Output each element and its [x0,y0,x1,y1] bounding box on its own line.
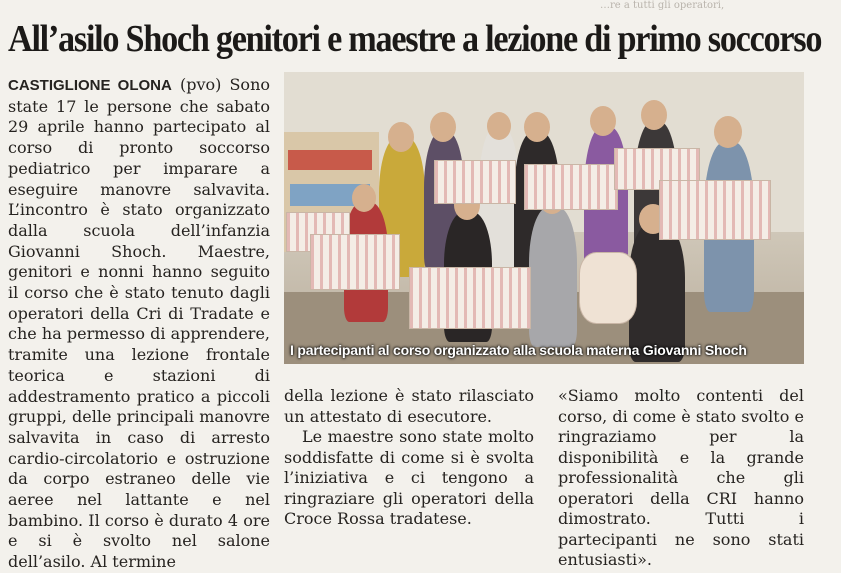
photo-person [529,207,577,347]
photo-caption: I partecipanti al corso organizzato alla scuola materna Giovanni Shoch [290,342,747,358]
photo-head [352,184,376,212]
column-2-paragraph-2: Le maestre sono state molto soddisfatte di come si è svolta l’iniziativa e ci tengono a ringraziare gli operatori della Croce Rossa tradatese. [284,427,534,528]
certificate-board [524,164,618,210]
article-photo [284,72,804,364]
column-3-quote: «Siamo molto contenti del corso, di come è stato svolto e ringraziamo per la disponibilità e la grande professionalità che gli operatori della CRI hanno dimostrato. Tutti i partecipanti ne sono stati entusiasti». [558,386,804,569]
byline: (pvo) [179,75,222,94]
photo-head [524,112,550,142]
photo-head [590,106,616,136]
photo-head [487,112,511,140]
photo-head [388,122,414,152]
photo-head [641,100,667,130]
column-1-paragraph [8,75,270,573]
certificate-board [310,234,400,290]
certificate-board [659,180,771,240]
article-column-1 [8,75,270,573]
bleed-through-text: …re a tutti gli operatori, [600,0,725,11]
photo-shelf-items [288,150,372,170]
certificate-board [409,267,531,329]
column-1-text: Sono state 17 le persone che sabato 29 aprile hanno partecipato al corso di pronto soccorso pediatrico per imparare a eseguire manovre salvavita. L’incontro è stato organizzato dalla scuola dell’infanzia Giovanni Shoch. Maestre, genitori e nonni hanno seguito il corso che è stato tenuto dagli operatori della Cri di Tradate e che ha permesso di apprendere, tramite una lezione frontale teorica e stazioni di addestramento pratico a piccoli gruppi, delle principali manovre salvavita in caso di arresto cardio-circolatorio e ostruzione da corpo estraneo delle vie aeree nel lattante e nel bambino. Il corso è durato 4 ore e si è svolto nel salone dell’asilo. Al termine [8,75,270,572]
photo-head [714,116,742,148]
dateline-kicker: CASTIGLIONE OLONA [8,77,172,94]
article-column-3 [558,386,804,571]
column-2-paragraph-1: della lezione è stato rilasciato un attestato di esecutore. [284,386,534,426]
cpr-dummy [579,252,637,324]
photo-head [430,112,456,142]
article-column-2 [284,386,534,530]
article-headline: All’asilo Shoch genitori e maestre a lezione di primo soccorso [8,18,822,60]
certificate-board [434,160,516,204]
